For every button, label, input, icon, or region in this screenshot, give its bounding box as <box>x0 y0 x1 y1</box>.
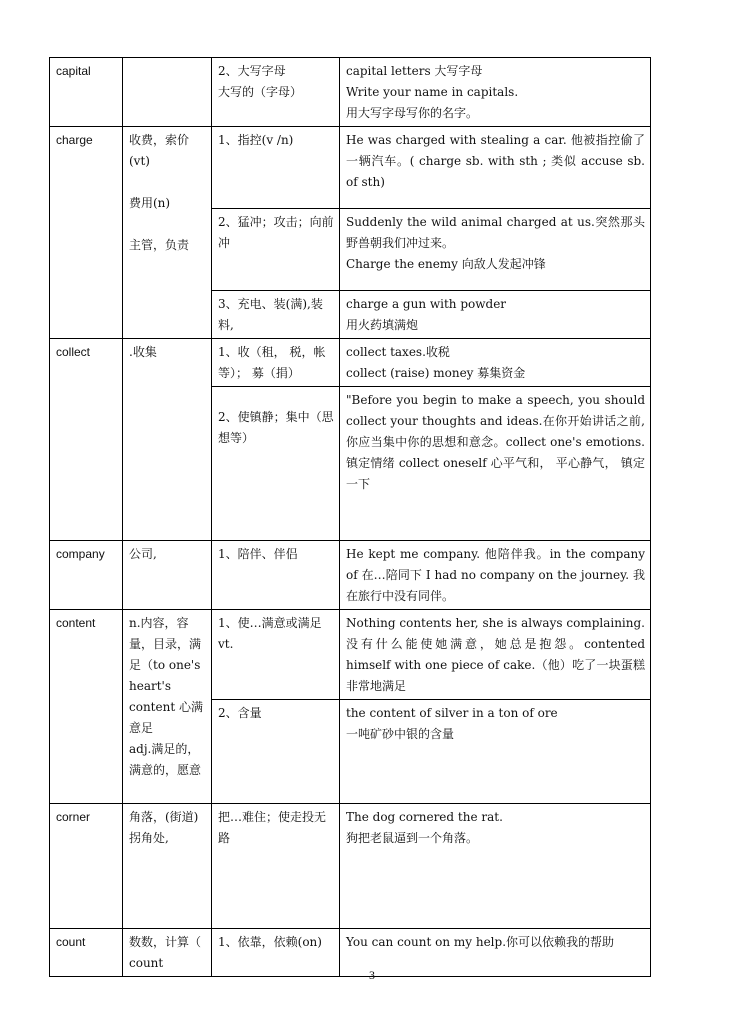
sense: 1、收（租， 税，帐等）； 募（捐） <box>212 339 340 387</box>
example: Suddenly the wild animal charged at us.突然那头野兽朝我们冲过来。 Charge the enemy 向敌人发起冲锋 <box>340 209 651 291</box>
general-meaning: .收集 <box>123 339 212 541</box>
sense: 1、陪伴、伴侣 <box>212 541 340 610</box>
table-row <box>50 127 651 209</box>
sense: 把…难住；使走投无路 <box>212 804 340 929</box>
sense: 2、含量 <box>212 700 340 804</box>
headword: capital <box>50 58 123 127</box>
page-number: 3 <box>369 968 375 982</box>
headword: corner <box>50 804 123 929</box>
sense: 2、大写字母 大写的（字母） <box>212 58 340 127</box>
table-row <box>50 58 651 127</box>
table-row <box>50 804 651 929</box>
sense: 1、指控(v /n) <box>212 127 340 209</box>
sense: 1、依靠，依赖(on) <box>212 929 340 977</box>
example: The dog cornered the rat. 狗把老鼠逼到一个角落。 <box>340 804 651 929</box>
headword: count <box>50 929 123 977</box>
example: Nothing contents her, she is always complaining. 没有什么能使她满意，她总是抱怨。contented himself with one piece of cake.（他）吃了一块蛋糕非常地满足 <box>340 610 651 700</box>
vocabulary-table <box>49 57 651 977</box>
example: You can count on my help.你可以依赖我的帮助 <box>340 929 651 977</box>
headword: company <box>50 541 123 610</box>
headword: charge <box>50 127 123 339</box>
general-meaning <box>123 58 212 127</box>
general-meaning: 数数，计算（ count <box>123 929 212 977</box>
example: "Before you begin to make a speech, you should collect your thoughts and ideas.在你开始讲话之前,你应当集中你的思想和意念。collect one's emotions.镇定情绪 collect oneself 心平气和， 平心静气， 镇定一下 <box>340 387 651 541</box>
headword: collect <box>50 339 123 541</box>
example: the content of silver in a ton of ore 一吨矿砂中银的含量 <box>340 700 651 804</box>
example: capital letters 大写字母 Write your name in capitals. 用大写字母写你的名字。 <box>340 58 651 127</box>
example: collect taxes.收税 collect (raise) money 募集资金 <box>340 339 651 387</box>
headword: content <box>50 610 123 804</box>
example: charge a gun with powder 用火药填满炮 <box>340 291 651 339</box>
general-meaning: 角落，(街道)拐角处, <box>123 804 212 929</box>
general-meaning: 收费，索价(vt) 费用(n) 主管，负责 <box>123 127 212 339</box>
example: He kept me company. 他陪伴我。in the company of 在…陪同下 I had no company on the journey. 我在旅行中没有同伴。 <box>340 541 651 610</box>
general-meaning: 公司, <box>123 541 212 610</box>
sense: 2、使镇静；集中（思想等） <box>212 387 340 541</box>
sense: 2、猛冲；攻击；向前冲 <box>212 209 340 291</box>
table-row <box>50 541 651 610</box>
table-row <box>50 610 651 700</box>
table-row <box>50 339 651 387</box>
example: He was charged with stealing a car. 他被指控偷了一辆汽车。( charge sb. with sth ; 类似 accuse sb. of sth) <box>340 127 651 209</box>
general-meaning: n.内容，容量，目录，满足（to one's heart's content 心满意足 adj.满足的，满意的，愿意 <box>123 610 212 804</box>
sense: 3、充电、装(满),装料, <box>212 291 340 339</box>
sense: 1、使…满意或满足 vt. <box>212 610 340 700</box>
